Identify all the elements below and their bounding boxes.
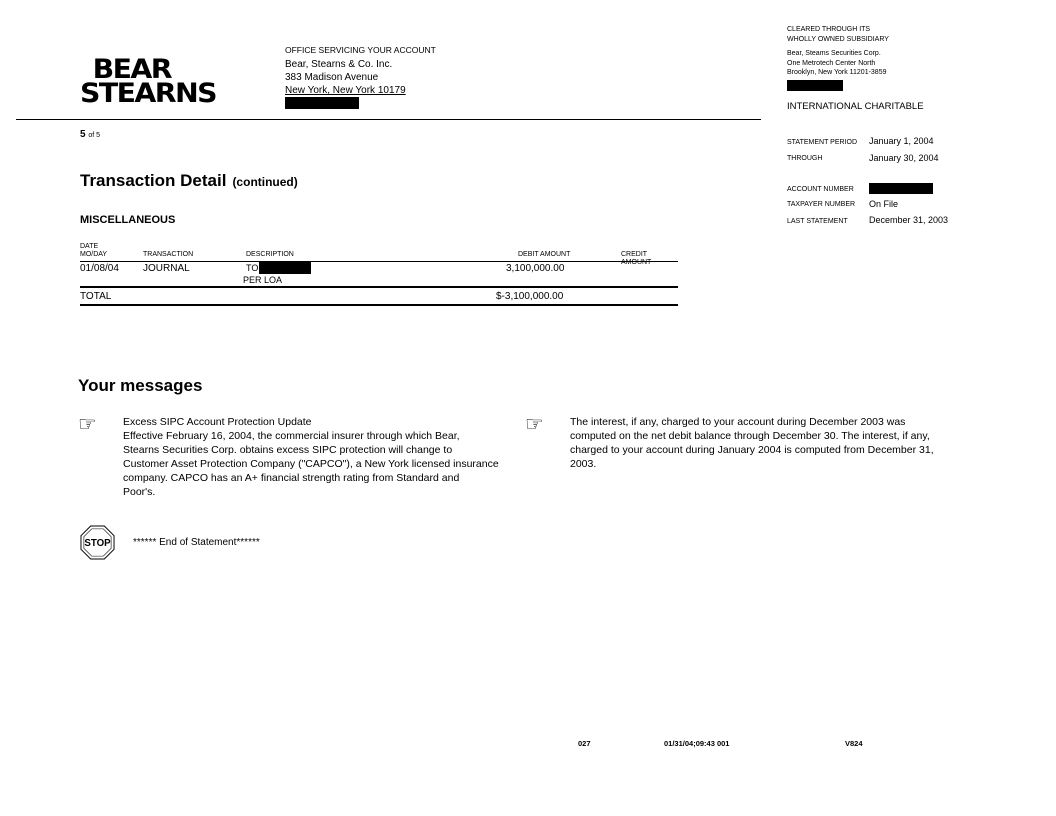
redaction-bar: [285, 97, 359, 109]
section-continued: (continued): [232, 175, 298, 189]
row-description-1: TO: [246, 263, 259, 273]
office-header: OFFICE SERVICING YOUR ACCOUNT: [285, 45, 436, 55]
total-debit: $-3,100,000.00: [496, 291, 564, 302]
header-debit: DEBIT AMOUNT: [518, 251, 571, 258]
section-subtitle: MISCELLANEOUS: [80, 214, 176, 226]
clearing-address-2: One Metrotech Center North: [787, 59, 876, 67]
message-interest: [570, 415, 970, 471]
row-transaction: JOURNAL: [143, 263, 190, 274]
header-transaction: TRANSACTION: [143, 251, 194, 258]
bear-stearns-logo: [80, 54, 217, 109]
footer-code-2: V824: [845, 739, 863, 748]
total-rule-top: [80, 286, 678, 288]
clearing-line-2: WHOLLY OWNED SUBSIDIARY: [787, 35, 889, 43]
last-statement-label: LAST STATEMENT: [787, 218, 848, 225]
footer-code-1: 027: [578, 739, 591, 748]
page-total: of 5: [88, 132, 101, 139]
message-line: company. CAPCO has an A+ financial strength rating from Standard and: [123, 472, 460, 484]
taxpayer-value: On File: [869, 199, 899, 209]
footer-timestamp: 01/31/04;09:43 001: [664, 739, 730, 748]
redaction-bar: [787, 80, 843, 91]
through-label: THROUGH: [787, 155, 823, 162]
total-rule-bottom: [80, 304, 678, 306]
message-line: Poor's.: [123, 486, 156, 498]
clearing-address-1: Bear, Steams Securities Corp.: [787, 50, 881, 57]
logo-line-2: STEARNS: [80, 78, 217, 109]
pointing-hand-icon: ☞: [525, 413, 544, 436]
clearing-block: [787, 25, 889, 94]
message-line: Effective February 16, 2004, the commercial insurer through which Bear,: [123, 430, 460, 442]
header-credit: CREDIT AMOUNT: [621, 251, 652, 266]
message-line: The interest, if any, charged to your account during December 2003 was: [570, 416, 906, 428]
messages-title: Your messages: [78, 376, 203, 395]
office-line-3: New York, New York 10179: [285, 85, 406, 96]
row-date: 01/08/04: [80, 263, 119, 274]
header-rule: [16, 119, 761, 120]
account-name: INTERNATIONAL CHARITABLE: [787, 101, 924, 112]
redaction-bar: [259, 262, 311, 274]
account-number-redaction: [869, 183, 933, 194]
row-debit: 3,100,000.00: [506, 263, 565, 274]
account-number-label: ACCOUNT NUMBER: [787, 186, 854, 193]
office-block: [285, 44, 436, 113]
clearing-line-1: CLEARED THROUGH ITS: [787, 26, 871, 33]
statement-period-value: January 1, 2004: [869, 136, 934, 146]
end-of-statement: ****** End of Statement******: [133, 537, 260, 548]
through-value: January 30, 2004: [869, 153, 939, 163]
message-line: Stearns Securities Corp. obtains excess SIPC protection will change to: [123, 444, 453, 456]
clearing-address-3: Brooklyn, New York 11201-3859: [787, 69, 887, 76]
message-line: charged to your account during January 2004 is computed from December 31,: [570, 444, 934, 456]
logo-line-1: BEAR: [92, 54, 172, 85]
message-line: Customer Asset Protection Company ("CAPCO"), a New York licensed insurance: [123, 458, 499, 470]
message-line: Excess SIPC Account Protection Update: [123, 416, 312, 428]
page-current: 5: [80, 129, 86, 140]
stop-sign-text: STOP: [84, 537, 111, 549]
office-line-1: Bear, Stearns & Co. Inc.: [285, 59, 393, 70]
total-label: TOTAL: [80, 291, 112, 302]
message-sipc: [123, 415, 523, 499]
stop-sign-icon: [80, 525, 115, 560]
statement-period-label: STATEMENT PERIOD: [787, 139, 858, 146]
last-statement-value: December 31, 2003: [869, 215, 949, 225]
taxpayer-label: TAXPAYER NUMBER: [787, 201, 856, 208]
page-number: [80, 129, 100, 140]
office-line-2: 383 Madison Avenue: [285, 72, 379, 83]
section-title: [80, 171, 298, 191]
header-description: DESCRIPTION: [246, 251, 294, 258]
message-line: computed on the net debit balance through December 30. The interest, if any,: [570, 430, 930, 442]
pointing-hand-icon: ☞: [78, 413, 97, 436]
section-title-text: Transaction Detail: [80, 171, 227, 190]
header-moday: MO/DAY: [80, 251, 108, 258]
row-description-2: PER LOA: [243, 275, 283, 285]
message-line: 2003.: [570, 458, 597, 470]
header-date: DATE: [80, 243, 99, 250]
header-rule: [80, 261, 678, 262]
